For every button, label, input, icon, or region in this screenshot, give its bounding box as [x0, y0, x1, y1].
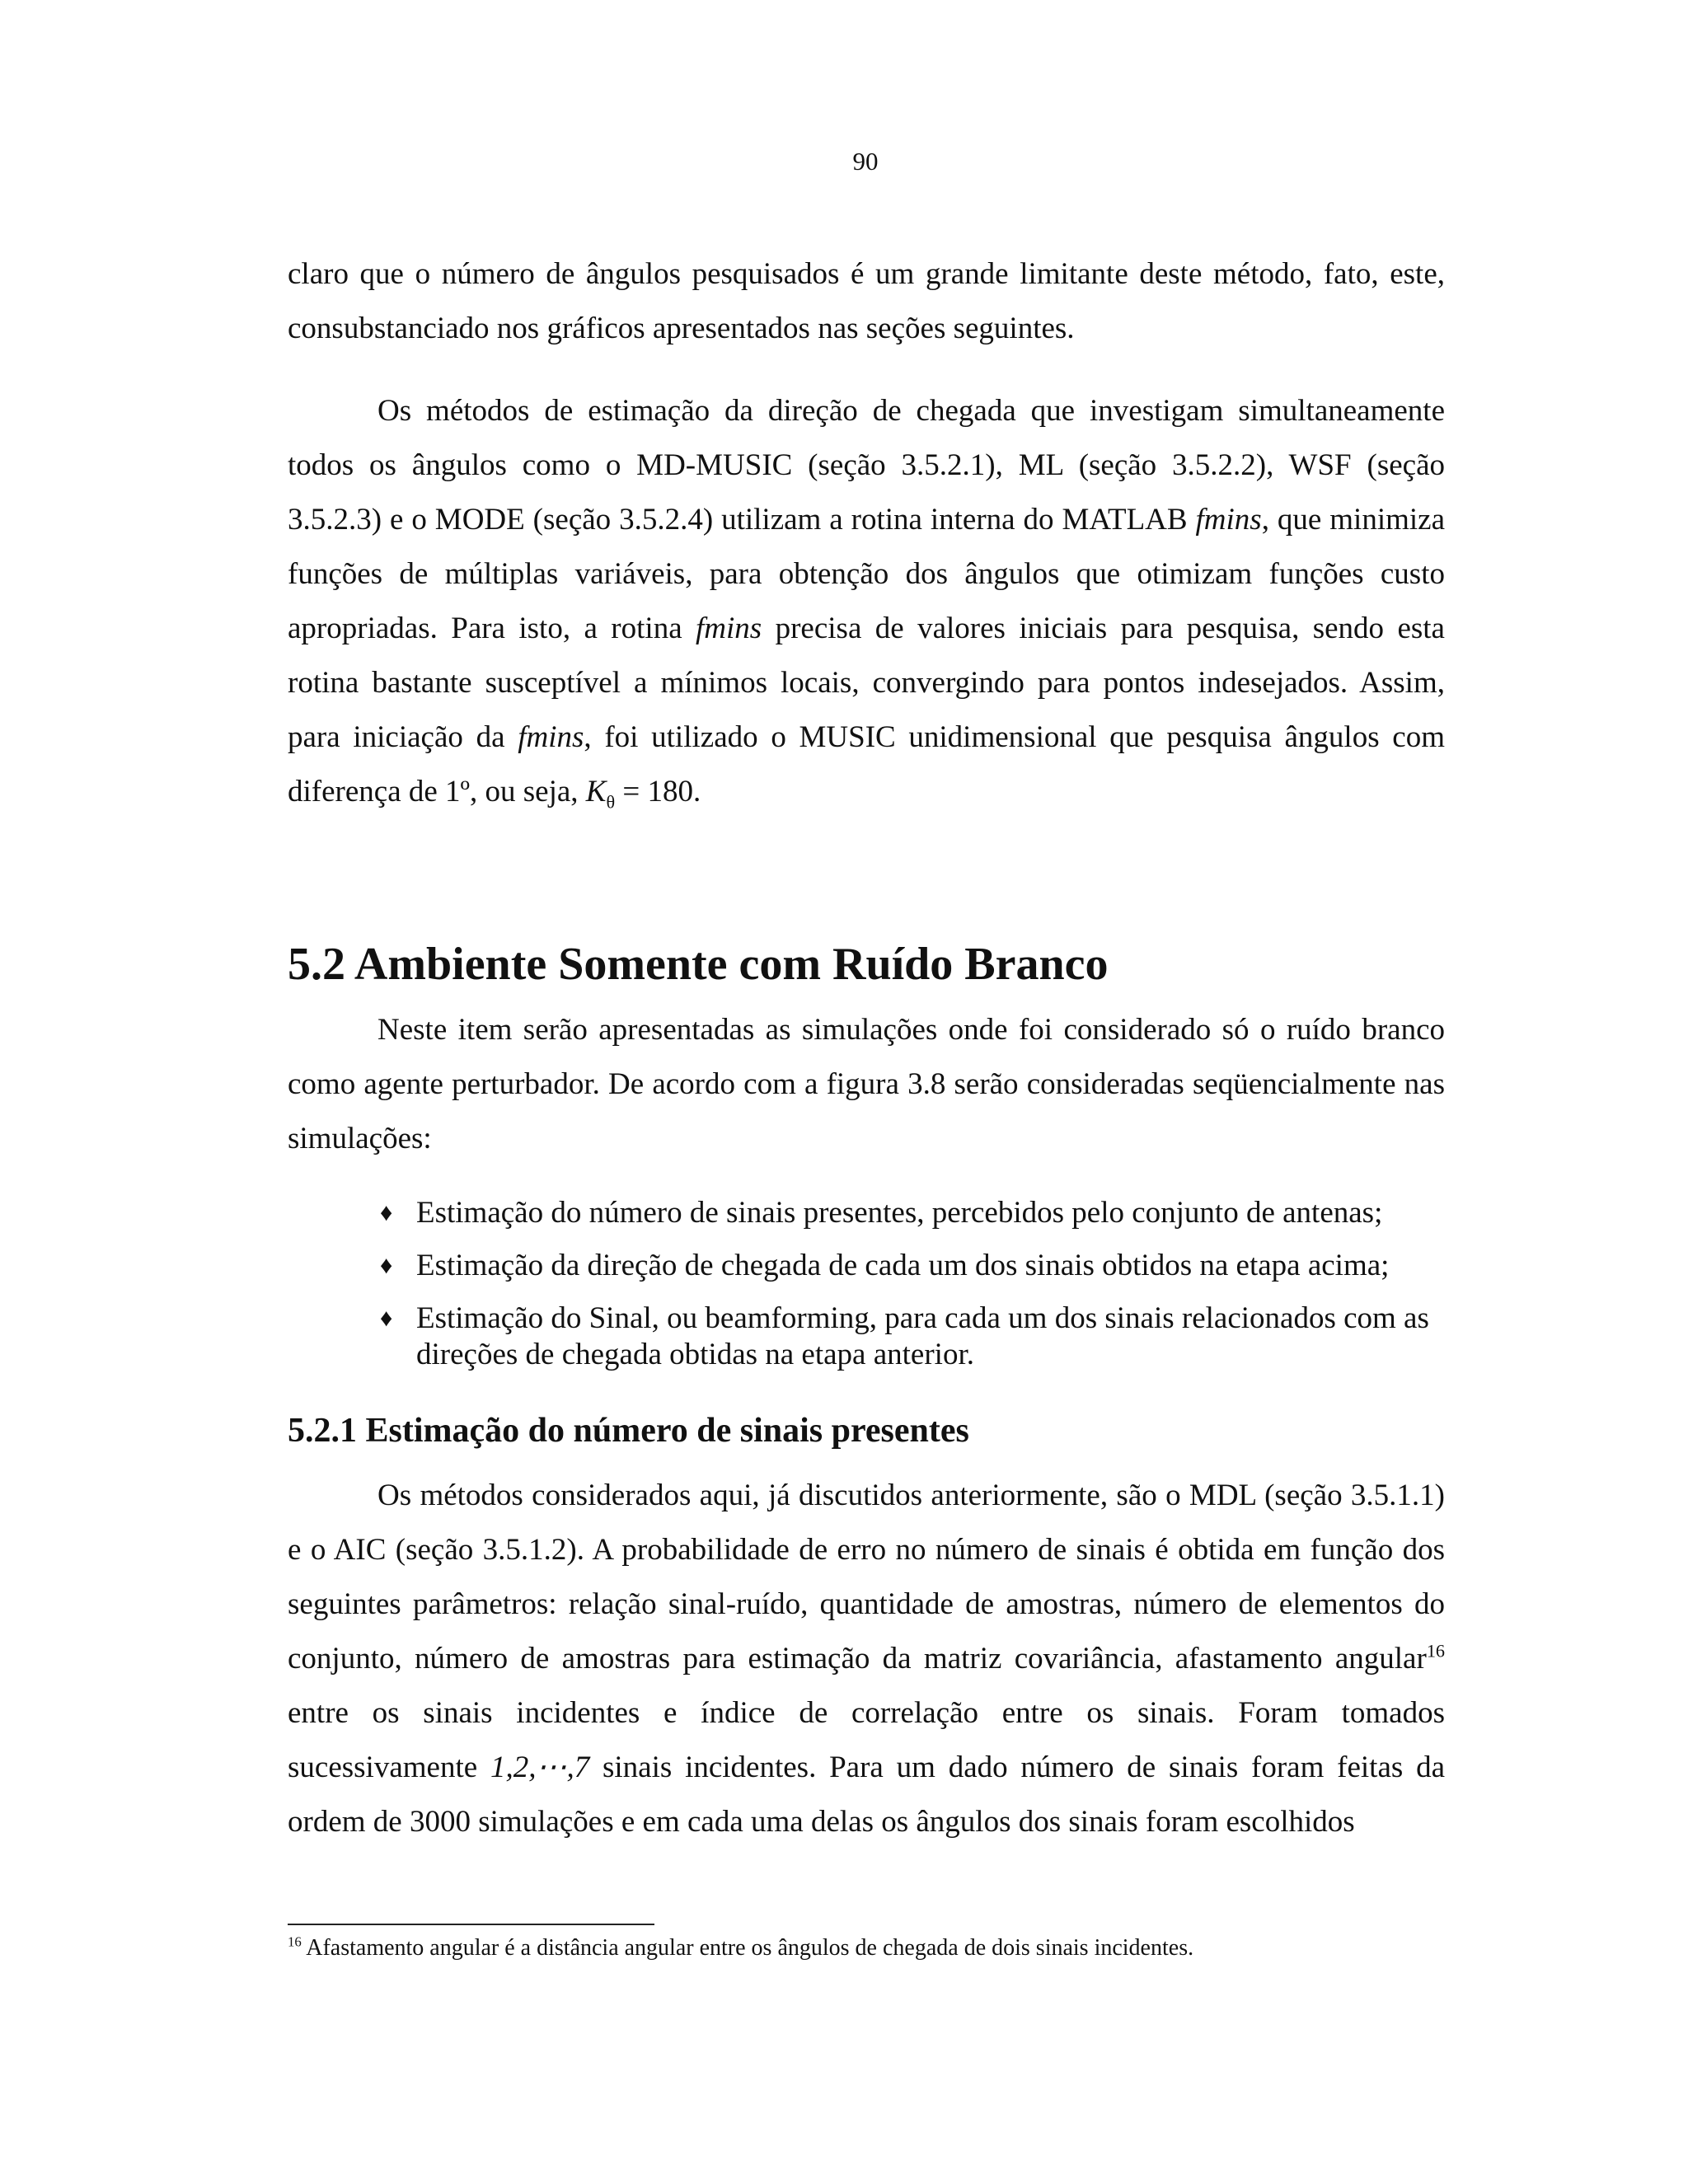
paragraph-text — [288, 384, 1445, 829]
diamond-bullet-icon: ♦ — [380, 1252, 393, 1279]
list-item — [380, 1195, 1451, 1231]
subsection-heading: 5.2.1 Estimação do número de sinais presentes — [288, 1412, 969, 1450]
paragraph-text: claro que o número de ângulos pesquisados é um grande limitante deste método, fato, este, consubstanciado nos gráficos apresentados nas seções seguintes. — [288, 257, 1445, 345]
page-number: 90 — [852, 147, 879, 176]
text-run: , foi utilizado o MUSIC unidimensional que pesquisa ângulos com diferença de 1º, ou seja, — [288, 720, 1445, 808]
list-item — [380, 1301, 1451, 1373]
text-run: sinais incidentes. Para um dado número de sinais foram feitas da ordem de 3000 simulações e em cada uma delas os ângulos dos sinais foram escolhidos — [288, 1750, 1445, 1839]
fmins-term: fmins — [696, 612, 762, 645]
diamond-bullet-icon: ♦ — [380, 1305, 393, 1332]
list-item — [380, 1248, 1451, 1284]
footnote-divider — [288, 1924, 654, 1925]
paragraph-text — [288, 1469, 1445, 1849]
fmins-term: fmins — [518, 720, 584, 754]
k-theta-equation: = 180 — [615, 775, 693, 808]
paragraph-fmins — [288, 384, 1445, 829]
paragraph-intro-continuation — [288, 247, 1445, 356]
paragraph-section-intro — [288, 1003, 1445, 1166]
fmins-term: fmins — [1195, 503, 1262, 537]
k-theta-subscript: θ — [606, 791, 616, 813]
text-run: , que minimiza funções de múltiplas variáveis, para obtenção dos ângulos que otimizam funções custo apropriadas. Para isto, a rotina — [288, 503, 1446, 645]
simulation-steps-list — [380, 1195, 1451, 1390]
text-run: Os métodos considerados aqui, já discutidos anteriormente, são o MDL (seção 3.5.1.1) e o AIC (seção 3.5.1.2). A probabilidade de erro no número de sinais é obtida em função dos seguintes parâmetros: relação sinal-ruído, quantidade de amostras, número de elementos do conjunto, número de amostras para estimação da matriz covariância, afastamento angular — [288, 1479, 1445, 1675]
footnote — [288, 1935, 1193, 1961]
text-run: Os métodos de estimação da direção de chegada que investigam simultaneamente todos os ângulos como o MD-MUSIC (seção 3.5.2.1), ML (seção 3.5.2.2), WSF (seção 3.5.2.3) e o MODE (seção 3.5.2.4) utilizam a rotina interna do MATLAB — [288, 394, 1445, 537]
text-run: . — [692, 775, 701, 808]
footnote-number: 16 — [288, 1933, 302, 1950]
text-run: entre os sinais incidentes e índice de correlação entre os sinais. Foram tomados sucessivamente — [288, 1696, 1445, 1784]
paragraph-methods — [288, 1469, 1445, 1849]
list-item-text: Estimação do número de sinais presentes, percebidos pelo conjunto de antenas; — [416, 1196, 1383, 1230]
list-item-text: Estimação do Sinal, ou beamforming, para cada um dos sinais relacionados com as direções de chegada obtidas na etapa anterior. — [416, 1301, 1429, 1371]
list-item-text: Estimação da direção de chegada de cada um dos sinais obtidos na etapa acima; — [416, 1249, 1390, 1282]
footnote-text: Afastamento angular é a distância angular entre os ângulos de chegada de dois sinais incidentes. — [301, 1935, 1194, 1961]
paragraph-text: Neste item serão apresentadas as simulações onde foi considerado só o ruído branco como agente perturbador. De acordo com a figura 3.8 serão consideradas seqüencialmente nas simulações: — [288, 1013, 1445, 1155]
diamond-bullet-icon: ♦ — [380, 1199, 393, 1226]
text-run: precisa de valores iniciais para pesquisa, sendo esta rotina bastante susceptível a mínimos locais, convergindo para pontos indesejados. Assim, para iniciação da — [288, 612, 1445, 754]
section-heading: 5.2 Ambiente Somente com Ruído Branco — [288, 939, 1109, 990]
signal-count-sequence: 1,2,⋯,7 — [490, 1750, 590, 1784]
footnote-reference[interactable]: 16 — [1426, 1640, 1445, 1661]
k-theta-symbol: K — [585, 775, 607, 808]
